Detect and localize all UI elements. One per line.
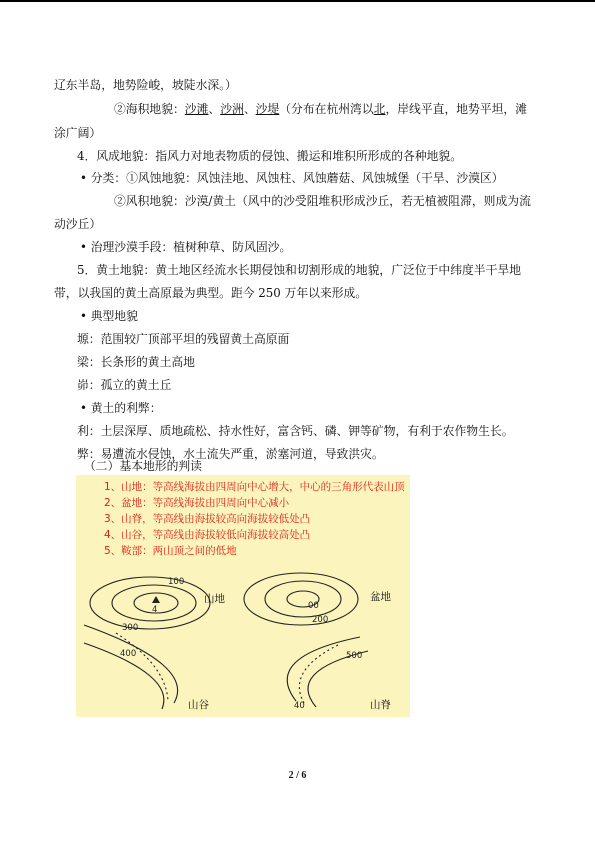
text-line: • 典型地貌 xyxy=(80,309,138,323)
basin-contour-middle xyxy=(265,581,341,617)
contour-value: 40 xyxy=(294,701,305,711)
contour-value: 300 xyxy=(122,623,139,633)
label-valley: 山谷 xyxy=(188,699,209,711)
contour-value: 00 xyxy=(308,601,319,611)
valley-contour-outer xyxy=(84,625,178,703)
text-line: 带，以我国的黄土高原最为典型。距今 250 万年以来形成。 xyxy=(54,286,368,300)
section-heading: 5．黄土地貌：黄土地区经流水长期侵蚀和切割形成的地貌，广泛位于中纬度半干旱地 xyxy=(77,263,521,277)
underlined-term: 沙堤 xyxy=(255,102,280,116)
section-heading: 4．风成地貌：指风力对地表物质的侵蚀、搬运和堆积所形成的各种地貌。 xyxy=(77,149,463,163)
text-line: 塬：范围较广顶部平坦的残留黄土高原面 xyxy=(77,332,290,346)
page-number: 2 / 6 xyxy=(288,770,307,781)
text-line: 动沙丘） xyxy=(54,217,102,231)
underlined-term: 沙洲 xyxy=(220,102,244,116)
text-line: 梁：长条形的黄土高地 xyxy=(77,355,195,369)
label-ridge: 山脊 xyxy=(370,699,391,711)
legend-item: 2、盆地：等高线海拔由四周向中心减小 xyxy=(104,497,290,509)
text-line: • 分类：①风蚀地貌：风蚀洼地、风蚀柱、风蚀蘑菇、风蚀城堡（干旱、沙漠区） xyxy=(80,171,504,185)
text-line: 峁：孤立的黄土丘 xyxy=(77,378,172,392)
text-line: • 治理沙漠手段：植树种草、防风固沙。 xyxy=(80,240,292,254)
legend-item: 4、山谷，等高线由海拔较低向海拔较高处凸 xyxy=(104,529,311,541)
legend-item: 5、鞍部：两山顶之间的低地 xyxy=(104,545,237,557)
label-basin: 盆地 xyxy=(370,591,391,603)
summit-triangle-icon xyxy=(152,596,160,603)
text-line xyxy=(114,101,527,117)
underlined-term: 沙滩 xyxy=(184,102,209,116)
text-run: 、 xyxy=(208,102,221,116)
legend-item: 3、山脊，等高线由海拔较高向海拔较低处凸 xyxy=(104,513,311,525)
text-line: 涂广阔） xyxy=(54,126,102,140)
text-line: 辽东半岛，地势险峻，坡陡水深。） xyxy=(54,78,237,92)
landform-contour-figure xyxy=(76,475,410,717)
text-run: ，岸线平直，地势平坦，滩 xyxy=(385,102,528,116)
subsection-heading: （二）基本地形的判读 xyxy=(84,459,202,473)
text-run: ②海积地貌： xyxy=(114,102,185,116)
contour-value: 500 xyxy=(346,651,363,661)
text-line: • 黄土的利弊： xyxy=(80,401,162,415)
text-run: 、 xyxy=(243,102,256,116)
top-rule xyxy=(0,0,595,2)
text-line: ②风积地貌：沙漠/黄土（风中的沙受阻堆积形成沙丘，若无植被阻滞，则成为流 xyxy=(114,194,531,208)
contour-value: 200 xyxy=(312,615,329,625)
text-line: 弊：易遭流水侵蚀，水土流失严重，淤塞河道，导致洪灾。 xyxy=(77,447,384,461)
contour-value: 400 xyxy=(120,649,137,659)
contour-value: 4 xyxy=(152,605,158,615)
underlined-term: 北 xyxy=(373,102,386,116)
ridge-dash-line xyxy=(299,645,338,703)
contour-value: 100 xyxy=(168,577,185,587)
ridge-contour-outer xyxy=(287,637,363,701)
contour-drawings xyxy=(76,475,410,717)
text-line: 利：土层深厚、质地疏松、持水性好，富含钙、磷、钾等矿物，有利于农作物生长。 xyxy=(77,424,514,438)
text-run: （分布在杭州湾以 xyxy=(279,102,374,116)
valley-dash-line xyxy=(116,633,168,701)
label-mountain: 山地 xyxy=(204,593,225,605)
legend-item: 1、山地：等高线海拔由四周向中心增大，中心的三角形代表山顶 xyxy=(104,481,405,493)
